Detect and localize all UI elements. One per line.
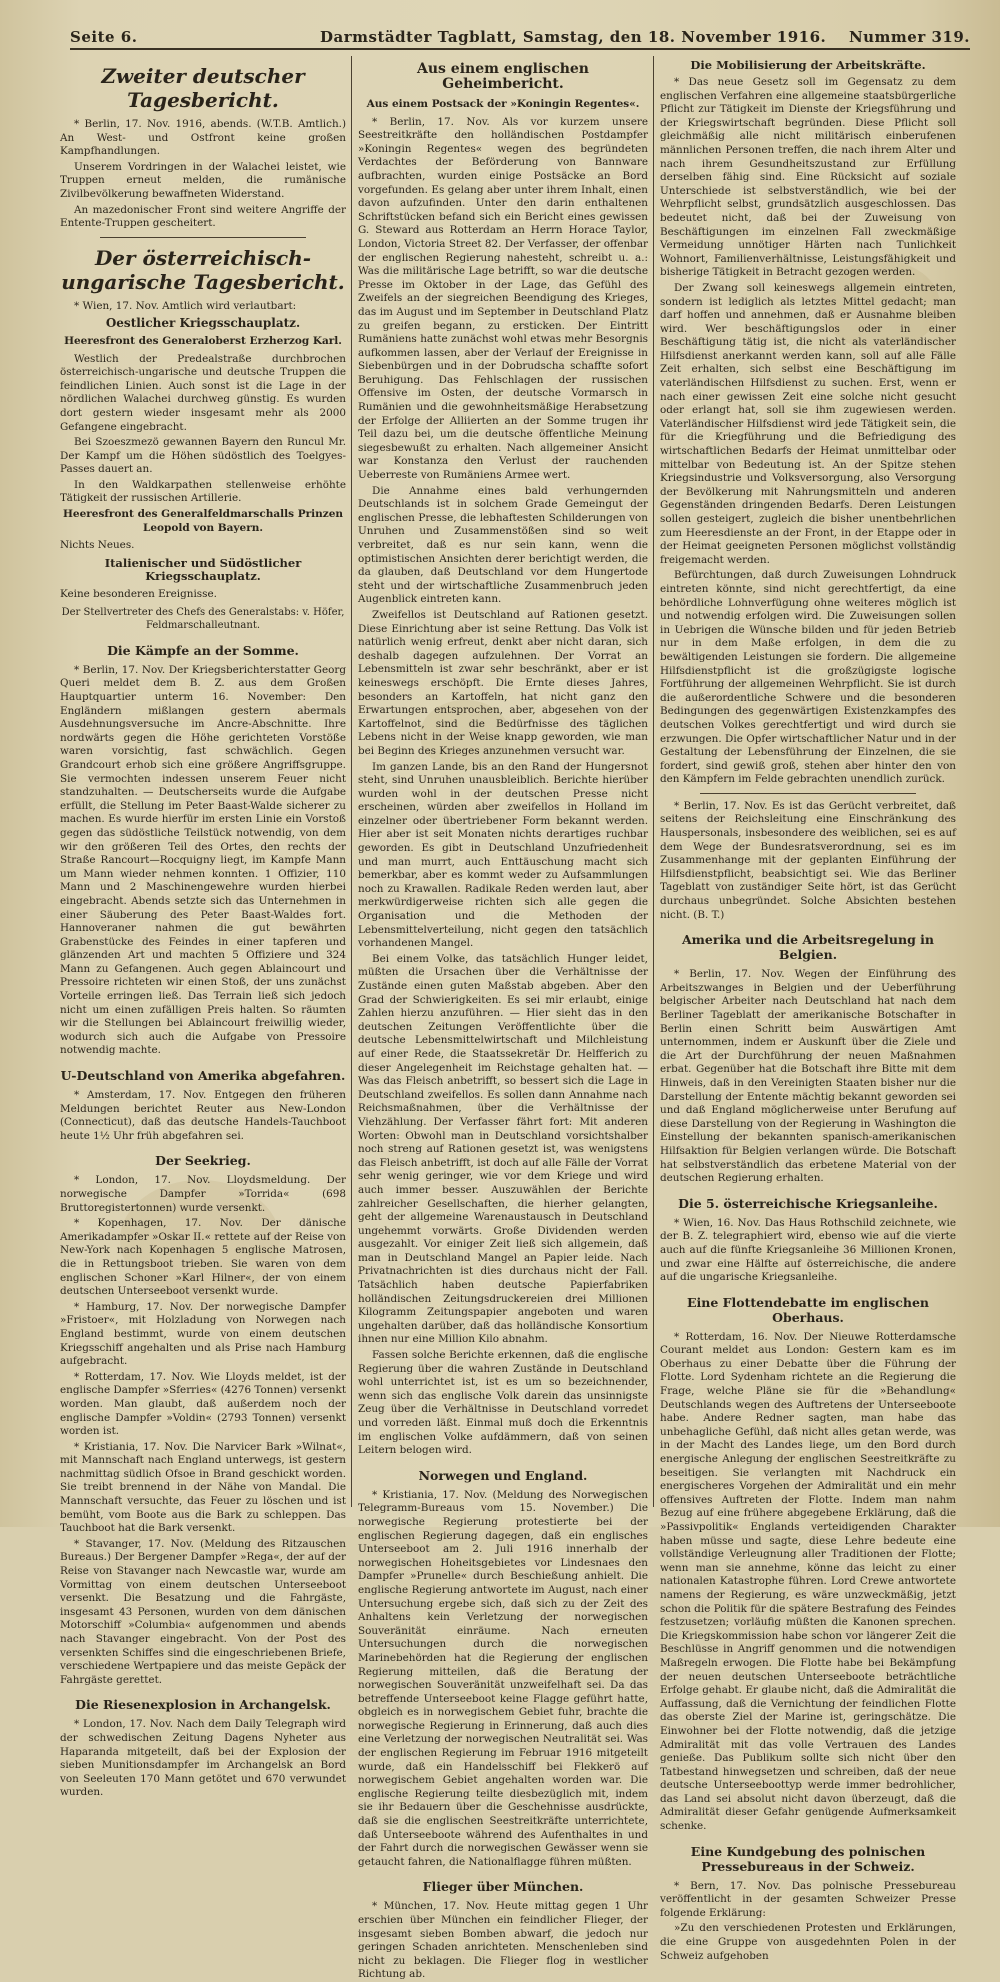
article-paragraph: Der Zwang soll keineswegs allgemein eintreten, sondern ist lediglich als letztes Mittel gedacht; man darf hoffen und annehmen, daß er Ausnahme bleiben wird. Wer beschäftigungslos oder in einer Beschäftigung tätig ist, die nicht als vaterländischer Hilfsdienst anerkannt werden kann, soll auf alle Fälle Zeit erhalten, sich selbst eine Beschäftigung im vaterländischen Hilfsdienst zu suchen. Erst, wenn er nach einer gewissen Zeit eine solche nicht gesucht oder erlangt hat, soll sie ihm zugewiesen werden. Vaterländischer Hilfsdienst wird jede Tätigkeit sein, die für die Kriegführung und die Befriedigung des wirtschaftlichen Bedarfs der Heimat unmittelbar oder mittelbar von Bedeutung ist. An der Spitze stehen Kriegsindustrie und Volksversorgung, also Versorgung der Bevölkerung mit Nahrungsmitteln und anderen Gegenständen dringenden Bedarfs. Deren Leistungen sollen gesteigert, zugleich die bisher unentbehrlichen zum Heeresdienste an der Front, in der Etappe oder in der Heimat geeigneten Personen möglichst vollständig freigemacht werden. [660,281,956,566]
column-2 [358,56,648,1981]
column-rule [653,56,654,1507]
column-1 [60,56,346,1799]
newspaper-title: Darmstädter Tagblatt, Samstag, den 18. November 1916. [320,28,827,46]
article-paragraph: * Kristiania, 17. Nov. Die Narvicer Bark »Wilnat«, mit Mannschaft nach England unterwegs, ist gestern nachmittag südlich Ofsoe in Brand geschickt worden. Sie treibt brennend in der Nähe von Mandal. Die Mannschaft versuchte, das Feuer zu löschen und ist bemüht, vom Boote aus die Bark zu schleppen. Das Tauchboot hat die Bark versenkt. [60,1440,346,1535]
article-headline: Der österreichisch-ungarische Tagesbericht. [61,245,345,294]
article-paragraph: * München, 17. Nov. Heute mittag gegen 1 Uhr erschien über München ein feindlicher Flieger, der insgesamt sieben Bomben abwarf, die jedoch nur geringen Schaden anrichteten. Menschenleben sind nicht zu beklagen. Die Flieger flog in westlicher Richtung ab. [358,1900,648,1981]
section-subhead: Heeresfront des Generalfeldmarschalls Prinzen Leopold von Bayern. [62,508,344,534]
article-headline: Aus einem englischen Geheimbericht. [417,61,589,92]
article-headline: Flieger über München. [422,1879,584,1895]
page-number: Seite 6. [70,28,138,46]
article-paragraph: Bei Szoeszmezö gewannen Bayern den Runcul Mr. Der Kampf um die Höhen südöstlich des Toelgyes-Passes dauert an. [60,436,346,476]
article-paragraph: * Stavanger, 17. Nov. (Meldung des Ritzauschen Bureaus.) Der Bergener Dampfer »Rega«, der auf der Reise von Stavanger nach Newcastle war, wurde am Vormittag von einem deutschen Unterseeboot versenkt. Die Besatzung und die Fahrgäste, insgesamt 43 Personen, wurden von dem dänischen Motorschiff »Columbia« aufgenommen und abends nach Stavanger eingebracht. Von der Post des versenkten Schiffes sind die eingeschriebenen Briefe, verschiedene Wertpapiere und das meiste Gepäck der Fahrgäste gerettet. [60,1537,346,1686]
article-headline: Die Kämpfe an der Somme. [107,642,299,658]
article-paragraph: Fassen solche Berichte erkennen, daß die englische Regierung über die wahren Zustände in Deutschland wohl unterrichtet ist, ist es um so bezeichnender, wenn sich das englische Volk darein das unsinnigste Zeug über die Verhältnisse in Deutschland vorredet und vorreden läßt. Einmal muß doch die Erkenntnis im englischen Volke aufdämmern, daß von seinen Leitern belogen wird. [358,1349,648,1457]
article-headline: Die 5. österreichische Kriegsanleihe. [678,1195,938,1211]
article-paragraph: Westlich der Predealstraße durchbrochen österreichisch-ungarische und deutsche Truppen die feindlichen Linien. Auch sonst ist die Lage in der nördlichen Walachei durchweg günstig. Es wurden dort gestern wieder insgesamt mehr als 2000 Gefangene eingebracht. [60,352,346,433]
section-subhead: Oestlicher Kriegsschauplatz. [105,316,301,331]
article-paragraph: Bei einem Volke, das tatsächlich Hunger leidet, müßten die Ursachen über die Verhältnisse der Zustände einen guten Maßstab abgeben. Aber den Grad der Schwierigkeiten. Es sei mir erlaubt, einige Zahlen hierzu anzuführen. — Hier sieht das in den deutschen Zeitungen Veröffentlichte über die deutsche Lebensmittelwirtschaft und Milchleistung auf einer Rede, die Staatssekretär Dr. Helfferich zu dieser Angelegenheit im Reichstage gehalten hat. — Was das Fleisch anbetrifft, so bessert sich die Lage in Deutschland zweifellos. Es sollen dann Annahme nach Reichsmaßnahmen, über die Verhältnisse der Viehzählung. Der Verfasser fährt fort: Mit anderen Worten: Obwohl man in Deutschland vorsichtshalber noch streng auf Rationen gesetzt ist, was wenigstens das Fleisch anbetrifft, ist doch auf alle Fälle der Vorrat sehr wenig geringer, wie vor dem Kriege und wird auch immer besser. Auszuwählen der Berichte zahlreicher Gesellschaften, die hierher gelangten, geht der allgemeine Warenaustausch in Deutschland ungehemmt vorwärts. Große Dividenden werden ausgezahlt. Vor einiger Zeit ließ sich allgemein, daß man in Deutschland Mangel an Papier leide. Nach Privatnachrichten ist dies durchaus nicht der Fall. Tatsächlich haben deutsche Papierfabriken holländischen Zeitungsdruckereien drei Millionen Kilogramm Zeitungspapier angeboten und waren ungehalten darüber, daß das holländische Konsortium ihnen nur eine Million Kilo abnahm. [358,952,648,1346]
article-paragraph: * Amsterdam, 17. Nov. Entgegen den früheren Meldungen berichtet Reuter aus New-London (Connecticut), daß das deutsche Handels-Tauchboot heute 1½ Uhr früh abgefahren sei. [60,1089,346,1142]
article-paragraph: In den Waldkarpathen stellenweise erhöhte Tätigkeit der russischen Artillerie. [60,478,346,505]
article-headline: Die Riesenexplosion in Archangelsk. [75,1697,331,1713]
issue-number: Nummer 319. [848,28,970,46]
article-paragraph: Unserem Vordringen in der Walachei leistet, wie Truppen erneut melden, die rumänische Zivilbevölkerung bewaffneten Widerstand. [60,160,346,200]
signature: Der Stellvertreter des Chefs des Generalstabs: v. Höfer, Feldmarschalleutnant. [61,606,345,632]
article-headline: Eine Kundgebung des polnischen Pressebureaus in der Schweiz. [690,1843,926,1874]
section-subhead: Heeresfront des Generaloberst Erzherzog Karl. [64,334,342,347]
article-paragraph: Befürchtungen, daß durch Zuweisungen Lohndruck eintreten könnte, sind nicht gerechtfertigt, da eine behördliche Lohnverfügung ohne weiteres möglich ist und notwendig erfolgen wird. Die Zuweisungen sollen in Uebrigen die Wünsche bilden und für jeden Betrieb nur in dem Maße erfolgen, in dem die zu bewältigenden Leistungen sie fordern. Die allgemeine Hilfsdienstpflicht ist die großzügigste logische Fortführung der allgemeinen Wehrpflicht. Sie ist durch die außerordentliche Schwere und die besonderen Bedingungen des gegenwärtigen Existenzkampfes des deutschen Volkes gerechtfertigt und wird durch sie erzwungen. Die Opfer wirtschaftlicher Natur und in der Gestaltung der Lebensführung der Einzelnen, die sie fordert, sind gewiß groß, stehen aber hinter den von den Kämpfern im Felde gebrachten unendlich zurück. [660,569,956,786]
article-paragraph: Keine besonderen Ereignisse. [60,588,217,601]
section-subhead: Aus einem Postsack der »Koningin Regentes«. [366,98,640,110]
column-rule [351,56,352,1507]
article-paragraph: * Bern, 17. Nov. Das polnische Pressebureau veröffentlicht in der gesamten Schweizer Presse folgende Erklärung: [660,1879,956,1919]
article-paragraph: * Hamburg, 17. Nov. Der norwegische Dampfer »Fristoer«, mit Holzladung von Norwegen nach England bestimmt, wurde von einem deutschen Kriegsschiff angehalten und als Prise nach Hamburg aufgebracht. [60,1300,346,1368]
article-paragraph: Die Annahme eines bald verhungernden Deutschlands ist in solchem Grade Gemeingut der englischen Presse, die lebhaftesten Schilderungen von Unruhen und Zusammenstößen sind so weit verbreitet, daß es nur sein kann, wenn die optimistischen Ansichten derer berichtigt werden, die da glauben, daß Deutschland vor dem Hungertode steht und der wirtschaftliche Zusammenbruch jeden Augenblick eintreten kann. [358,484,648,606]
article-paragraph: * Das neue Gesetz soll im Gegensatz zu dem englischen Verfahren eine allgemeine staatsbürgerliche Pflicht zur Tätigkeit im Dienste der Kriegsführung und der Kriegswirtschaft begründen. Diese Pflicht soll gleichmäßig alle nicht militärisch einberufenen männlichen Personen treffen, die nach ihrem Alter und nach ihrem Gesundheitszustand zur Erfüllung derselben fähig sind. Eine Rücksicht auf soziale Unterschiede ist selbstverständlich, wie bei der Wehrpflicht selbst, grundsätzlich ausgeschlossen. Das bedeutet nicht, daß bei der Zuweisung von Beschäftigungen im einzelnen Fall zweckmäßige Vermeidung unnötiger Härten nach Tunlichkeit Wohnort, Familienverhältnisse, Leistungsfähigkeit und bisherige Tätigkeit in Betracht gezogen werden. [660,76,956,279]
article-paragraph: Nichts Neues. [60,539,135,552]
article-headline: Amerika und die Arbeitsregelung in Belgien. [681,932,934,963]
article-paragraph: An mazedonischer Front sind weitere Angriffe der Entente-Truppen gescheitert. [60,203,346,230]
column-3 [660,56,956,1962]
section-subhead: Italienischer und Südöstlicher Kriegsschauplatz. [104,555,302,584]
article-headline: Eine Flottendebatte im englischen Oberhaus. [687,1294,929,1325]
article-paragraph: * Wien, 16. Nov. Das Haus Rothschild zeichnete, wie der B. Z. telegraphiert wird, ebenso wie auf die vierte auch auf die fünfte Kriegsanleihe 36 Millionen Kronen, und zwar eine Hälfte auf österreichische, die andere auf die ungarische Kriegsanleihe. [660,1216,956,1284]
article-headline: Die Mobilisierung der Arbeitskräfte. [690,58,926,72]
article-paragraph: * Kopenhagen, 17. Nov. Der dänische Amerikadampfer »Oskar II.« rettete auf der Reise von New-York nach Kopenhagen 5 englische Matrosen, die in Rettungsboot trieben. Sie waren von dem englischen Schoner »Karl Hilner«, der von einem deutschen Unterseeboot versenkt wurde. [60,1217,346,1298]
article-paragraph: * Berlin, 17. Nov. Als vor kurzem unsere Seestreitkräfte den holländischen Postdampfer »Koningin Regentes« wegen des begründeten Verdachtes der Beförderung von Bannware aufbrachten, wurden einige Postsäcke an Bord vorgefunden. Es gelang aber unter ihrem Inhalt, einen davon aufzufinden. Unter den darin enthaltenen Schriftstücken befand sich ein Bericht eines gewissen G. Steward aus Rotterdam an Herrn Horace Taylor, London, Victoria Street 82. Der Verfasser, der offenbar der englischen Regierung nahesteht, schreibt u. a.: Was die militärische Lage betrifft, so war die deutsche Presse im Oktober in der Lage, das Gefühl des Zweifels an der siegreichen Beendigung des Krieges, das im August und im September in Deutschland Platz zu greifen begann, zu ersticken. Der Eintritt Rumäniens hatte zunächst wohl etwas mehr Besorgnis aufkommen lassen, aber der Verlauf der Ereignisse in Siebenbürgen und in der Dobrudscha schaffte sofort Beruhigung. Das Fehlschlagen der russischen Offensive im Osten, der deutsche Vormarsch in Rumänien und die gewohnheitsmäßige Herabsetzung der Erfolge der Alliierten an der Somme trugen ihr Teil dazu bei, um die deutsche öffentliche Meinung siegesbewußt zu erhalten. Nach allgemeiner Ansicht war Konstanza den Verlust der rauchenden Ueberreste von Rumäniens Armee wert. [358,115,648,482]
article-paragraph: * Kristiania, 17. Nov. (Meldung des Norwegischen Telegramm-Bureaus vom 15. November.) Die norwegische Regierung protestierte bei der englischen Regierung dagegen, daß ein englisches Unterseeboot am 2. Juli 1916 innerhalb der norwegischen Hoheitsgebietes vor Lindesnaes den Dampfer »Prunelle« durch Beschießung anhielt. Die englische Regierung antwortete im August, nach einer Untersuchung ergebe sich, daß sich zu der Zeit des Anhaltens kein Verletzung der norwegischen Souveränität einräume. Nach erneuten Untersuchungen durch die norwegischen Marinebehörden hat die Regierung der englischen Regierung mitteilen, daß die Beratung der norwegischen Souveränität unzweifelhaft sei. Da das betreffende Unterseeboot keine Flagge geführt hatte, obgleich es in norwegischem Gebiet fuhr, brachte die norwegische Regierung in Erinnerung, daß auch dies eine Verletzung der norwegischen Neutralität sei. Was der englischen Regierung im Februar 1916 mitgeteilt wurde, daß ein Handelsschiff bei Flekkerö auf norwegischem Gebiet angehalten worden war. Die englische Regierung teilte diesbezüglich mit, indem sie ihr Bedauern über die Geschehnisse ausdrückte, daß sie die englischen Seestreitkräfte unterrichtete, daß Unterseeboote während des Aufenthaltes in und der Fahrt durch die norwegischen Gewässer wenn sie getaucht fahren, die Nationalflagge führen müßten. [358,1488,648,1868]
article-paragraph: * Berlin, 17. Nov. Der Kriegsberichterstatter Georg Queri meldet dem B. Z. aus dem Großen Hauptquartier unterm 16. November: Den Engländern mißlangen gestern abermals Ausdehnungsversuche im Ancre-Abschnitte. Ihre nordwärts gegen die Höhe gerichteten Vorstöße waren vorsichtig, fast schwächlich. Gegen Grandcourt erhob sich eine größere Angriffsgruppe. Sie vermochten indessen unserem Feuer nicht standzuhalten. — Deutscherseits wurde die Aufgabe erfüllt, die Stellung im Peter Baast-Walde sicherer zu machen. Es wurde hierfür im ersten Linie ein Vorstoß gegen das südöstliche Teilstück notwendig, von dem wir den größeren Teil des Ortes, den rechts der Straße Rancourt—Rocquigny liegt, im Kampfe Mann um Mann wieder nehmen konnten. 1 Offizier, 110 Mann und 2 Maschinengewehre wurden hierbei eingebracht. Abends setzte sich das Unternehmen in einer Säuberung des Peter Baast-Waldes fort. Hannoveraner nahmen die gut bewährten Grabenstücke des Feindes in einer tapferen und glänzenden Art und machten 5 Offiziere und 324 Mann zu Gefangenen. Auch gegen Ablaincourt und Pressoire richteten wir einen Stoß, der uns zunächst Vorteile erringen ließ. Das Terrain ließ sich jedoch nicht um einen zufälligen Preis halten. So räumten wir die Stellungen bei Ablaincourt freiwillig wieder, wodurch sich auch die Aufgabe von Pressoire notwendig machte. [60,663,346,1057]
article-paragraph: Im ganzen Lande, bis an den Rand der Hungersnot steht, sind Unruhen unausbleiblich. Berichte hierüber wurden wohl in der deutschen Presse nicht erscheinen, würden aber zweifellos in Holland im einzelner oder übertriebener Form bekannt werden. Hier aber ist seit Monaten nichts derartiges ruchbar geworden. Es gibt in Deutschland Unzufriedenheit und man murrt, auch Enttäuschung macht sich bemerkbar, aber es kommt weder zu Aufsammlungen noch zu Krawallen. Radikale Reden werden laut, aber merkwürdigerweise richten sich alle gegen die Organisation und die Methoden der Lebensmittelverteilung, nicht gegen den tatsächlich vorhandenen Mangel. [358,760,648,950]
article-headline: Zweiter deutscher Tagesbericht. [101,64,305,112]
article-paragraph: * Berlin, 17. Nov. Es ist das Gerücht verbreitet, daß seitens der Reichsleitung eine Einschränkung des Hauspersonals, insbesondere des weiblichen, sei es auf dem Wege der Bundesratsverordnung, sei es im Zusammenhange mit der geplanten Einführung der Hilfsdienstpflicht, beabsichtigt sei. Wie das Berliner Tageblatt von zuständiger Seite hört, ist das Gerücht durchaus unbegründet. Solche Absichten bestehen nicht. (B. T.) [660,799,956,921]
article-paragraph: Zweifellos ist Deutschland auf Rationen gesetzt. Diese Einrichtung aber ist seine Rettung. Das Volk ist natürlich wenig erfreut, denkt aber nicht daran, sich deshalb dagegen aufzulehnen. Der Vorrat an Lebensmitteln ist zwar sehr beschränkt, aber er ist keineswegs erschöpft. Die Ernte dieses Jahres, besonders an Kartoffeln, hat nicht ganz den Erwartungen entsprochen, aber, abgesehen von der Kartoffelnot, sind die Bedürfnisse des täglichen Lebens nicht in der Weise knapp geworden, wie man bei Beginn des Krieges anzunehmen versucht war. [358,608,648,757]
article-headline: Norwegen und England. [418,1467,588,1483]
article-paragraph: * Berlin, 17. Nov. Wegen der Einführung des Arbeitszwanges in Belgien und der Ueberführung belgischer Arbeiter nach Deutschland hat nach dem Berliner Tageblatt der amerikanische Botschafter in Berlin einen Schritt beim Auswärtigen Amt unternommen, indem er Auskunft über die Ziele und die Art der Durchführung der neuen Maßnahmen erbat. Gegenüber hat die Botschaft ihre Bitte mit dem Hinweis, daß in den Vereinigten Staaten bisher nur die Darstellung der Entente mächtig bekannt geworden sei und daß England möglicherweise unter Berufung auf diese Darstellung von der Regierung in Washington die Einstellung der bekannten spanisch-amerikanischen Hilfsaktion für Belgien verlangen würde. Die Botschaft hat selbstverständlich das erbetene Material von der deutschen Regierung erhalten. [660,968,956,1185]
article-paragraph: »Zu den verschiedenen Protesten und Erklärungen, die eine Gruppe von ausgedehnten Polen in der Schweiz aufgehoben [660,1922,956,1962]
article-paragraph: * London, 17. Nov. Nach dem Daily Telegraph wird der schwedischen Zeitung Dagens Nyheter aus Haparanda mitgeteilt, daß bei der Explosion der sieben Munitionsdampfer im Archangelsk an Bord von Seeleuten 170 Mann getötet und 670 verwundet wurden. [60,1718,346,1799]
article-headline: U-Deutschland von Amerika abgefahren. [60,1068,346,1084]
article-paragraph: * Rotterdam, 16. Nov. Der Nieuwe Rotterdamsche Courant meldet aus London: Gestern kam es im Oberhaus zu einer Debatte über die Führung der Flotte. Lord Sydenham richtete an die Regierung die Frage, welche Pläne sie für die »Behandlung« Deutschlands wegen des Auftretens der Unterseeboote habe. Andere Redner sagten, man habe das unbehagliche Gefühl, daß nicht alles getan werde, was in der Macht des Landes liege, um den Bord durch energische Anlegung der englischen Seestreitkräfte zu beseitigen. Sie verlangten mit Nachdruck ein energischeres Vorgehen der Admiralität und ein mehr offensives Auftreten der Flotte. Indem man nahm Bezug auf eine frühere abgegebene Erklärung, daß die »Passivpolitik« Englands verteidigenden Charakter haben müsse und sagte, diese Lehre bedeute eine vollständige Verleugnung aller Traditionen der Flotte; wenn man sie annehme, könne das leicht zu einer nationalen Katastrophe führen. Lord Crewe antwortete namens der Regierung, es wäre unzweckmäßig, jetzt schon die Politik für die spätere Bestrafung des Feindes festzusetzen; vorläufig müßten die Kanonen sprechen. Die Kriegskommission habe schon vor längerer Zeit die Beschlüsse in Angriff genommen und die notwendigen Maßregeln erwogen. Die Flotte habe bei Bekämpfung der neuen deutschen Unterseeboote beträchtliche Erfolge gehabt. Er glaube nicht, daß die Admiralität die Auffassung, daß die Vernichtung der feindlichen Flotte das oberste Ziel der Marine ist, geringschätze. Die Einwohner bei der Flotte notwendig, daß die jetzige Admiralität mit das volle Vertrauen des Landes genieße. Das Publikum sollte sich nicht über den Tatbestand hinwegsetzen und schreiben, daß der neue deutsche Unterseeboottyp werde immer bedrohlicher, das Land sei absolut nicht davon überzeugt, daß die Admiralität dieser Gefahr genügende Aufmerksamkeit schenke. [660,1330,956,1833]
masthead [70,26,970,50]
article-paragraph: * Rotterdam, 17. Nov. Wie Lloyds meldet, ist der englische Dampfer »Sferries« (4276 Tonnen) versenkt worden. Man glaubt, daß außerdem noch der englische Dampfer »Voldin« (2793 Tonnen) versenkt worden ist. [60,1370,346,1438]
article-paragraph: * Wien, 17. Nov. Amtlich wird verlautbart: [74,299,297,312]
article-headline: Der Seekrieg. [155,1153,251,1169]
article-paragraph: * London, 17. Nov. Lloydsmeldung. Der norwegische Dampfer »Torrida« (698 Bruttoregistertonnen) wurde versenkt. [60,1174,346,1214]
article-paragraph: * Berlin, 17. Nov. 1916, abends. (W.T.B. Amtlich.) An West- und Ostfront keine großen Kampfhandlungen. [60,118,346,158]
